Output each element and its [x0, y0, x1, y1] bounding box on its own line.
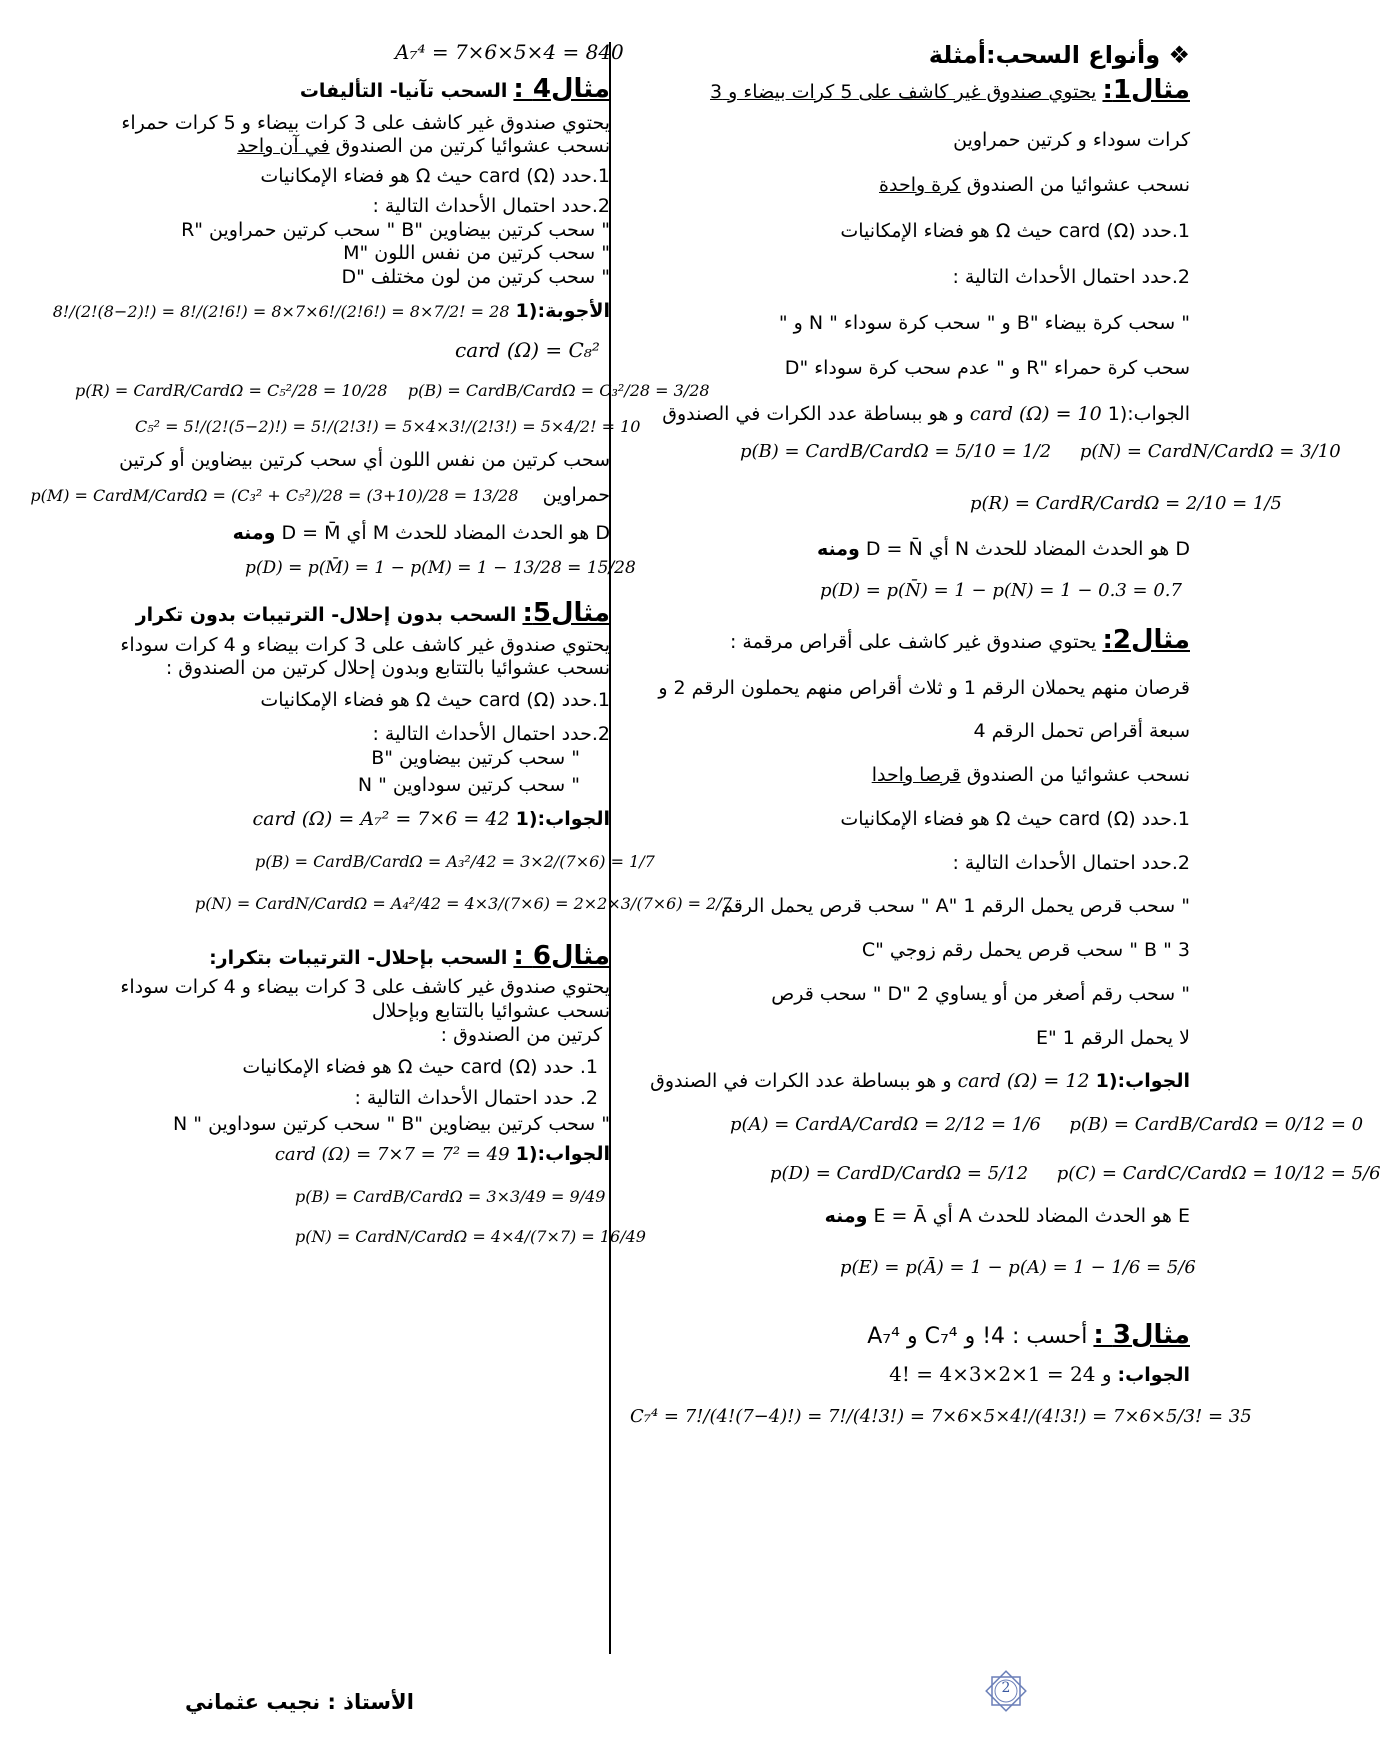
ex2-title: مثال2: — [1102, 625, 1190, 655]
ex4-stmt2-row — [55, 135, 610, 159]
ex4-dline — [55, 522, 610, 546]
ex2-pE: p(E) = p(Ā) = 1 − p(A) = 1 − 1/6 = 5/6 — [840, 1256, 1196, 1278]
ex4-q2: 2.حدد احتمال الأحداث التالية : — [372, 194, 610, 217]
teacher-name: الأستاذ : نجيب عثماني — [185, 1690, 414, 1714]
ex2-stmt3: سبعة أقراص تحمل الرقم 4 — [973, 720, 1190, 743]
ex4-pR: p(R) = CardR/CardΩ = C₅²/28 = 10/28 — [75, 380, 388, 400]
ex6-subtitle: السحب بإحلال- الترتيبات بتكرار: — [209, 946, 508, 969]
ex2-ans2-B: p(B) = CardB/CardΩ = 0/12 = 0 — [1069, 1114, 1364, 1135]
ex5-subtitle: السحب بدون إحلال- الترتيبات بدون تكرار — [135, 604, 517, 626]
right-column — [620, 40, 1381, 1428]
ex4-subtitle: السحب تآنيا- التأليفات — [299, 80, 508, 102]
ex1-stmt3a: نسحب عشوائيا من الصندوق — [966, 174, 1190, 197]
ex1-stmt1: يحتوي صندوق غير كاشف على 5 كرات بيضاء و 3 — [710, 81, 1097, 103]
ex6-ans-label: الجواب:(1 — [515, 1142, 610, 1165]
ex2-ans1-label: الجواب:(1 — [1095, 1070, 1190, 1093]
ex1-ans1-math: card (Ω) = 10 — [969, 403, 1102, 425]
ex4-dline-a: D هو الحدث المضاد للحدث M أي D = M̄ — [281, 522, 610, 544]
ex4-m-line2: حمراوين — [542, 484, 610, 507]
ex4-pR-pB — [55, 380, 710, 401]
ex1-ans1-row — [620, 403, 1190, 427]
ex6-q2: 2. حدد احتمال الأحداث التالية : — [354, 1087, 598, 1110]
ex2-ans1-math: card (Ω) = 12 — [957, 1070, 1090, 1093]
ex5-stmt2: نسحب عشوائيا بالتتابع وبدون إحلال كرتين من الصندوق : — [165, 657, 610, 680]
ex2-eline-b: ومنه — [824, 1205, 868, 1227]
ex6-ev1: " سحب كرتين بيضاوين "B " سحب كرتين سوداوين " N — [173, 1113, 610, 1135]
ex3-ans-label: الجواب: — [1117, 1363, 1190, 1386]
ex4-ev1: " سحب كرتين بيضاوين "B " سحب كرتين حمراوين "R — [181, 218, 610, 241]
ex5-card: card (Ω) = A₇² = 7×6 = 42 — [252, 808, 510, 830]
ex4-m-line2-row — [30, 484, 610, 508]
ex6-title: مثال6 : — [513, 940, 610, 971]
page-number: 2 — [1001, 1680, 1011, 1696]
ex2-stmt1: يحتوي صندوق غير كاشف على أقراص مرقمة : — [729, 631, 1097, 653]
ex4-ans1-row — [52, 299, 610, 324]
ex6-ans-row — [55, 1143, 610, 1167]
ex3-stmt-row — [620, 1319, 1190, 1352]
ex6-pN: p(N) = CardN/CardΩ = 4×4/(7×7) = 16/49 — [295, 1226, 646, 1246]
ex2-stmt2: قرصان منهم يحملان الرقم 1 و ثلاث أقراص منهم يحملون الرقم 2 و — [658, 676, 1190, 699]
ex2-ev1: " سحب قرص يحمل الرقم 1 "A " سحب قرص يحمل الرقم — [721, 895, 1190, 918]
ex2-ev3: " سحب رقم أصغر من أو يساوي 2 "D " سحب قرص — [771, 982, 1190, 1005]
ex2-ev2: 3 " B " سحب قرص يحمل رقم زوجي "C — [861, 939, 1190, 961]
ex6-stmt2: نسحب عشوائيا بالتتابع وبإحلال — [371, 1000, 610, 1022]
ex2-ans2-A: p(A) = CardA/CardΩ = 2/12 = 1/6 — [730, 1114, 1041, 1135]
ex3-ans-row — [620, 1362, 1190, 1388]
ex2-ans2-D: p(D) = CardD/CardΩ = 5/12 — [770, 1162, 1029, 1184]
ex2-ev4: لا يحمل الرقم 1 "E — [1035, 1026, 1190, 1049]
ex4-dline-b: ومنه — [232, 522, 276, 544]
ex4-card: card (Ω) = C₈² — [455, 337, 600, 362]
left-column — [30, 40, 732, 1247]
ex4-pB: p(B) = CardB/CardΩ = C₃²/28 = 3/28 — [407, 380, 710, 400]
ex1-title: مثال1: — [1102, 75, 1190, 105]
ex1-stmt-row — [620, 74, 1190, 107]
ex6-q1: 1. حدد card (Ω) حيث Ω هو فضاء الإمكانيات — [242, 1055, 598, 1078]
ex6-pB: p(B) = CardB/CardΩ = 3×3/49 = 9/49 — [295, 1186, 606, 1206]
ex4-ans-label: الأجوبة:(1 — [515, 299, 610, 322]
ex2-q2: 2.حدد احتمال الأحداث التالية : — [952, 851, 1190, 874]
ex1-ans2-B: p(B) = CardB/CardΩ = 5/10 = 1/2 — [740, 440, 1052, 462]
ex1-stmt2: كرات سوداء و كرتين حمراوين — [953, 128, 1190, 151]
ex5-title: مثال5: — [522, 598, 610, 628]
ex2-ans1-row — [620, 1070, 1190, 1094]
ex6-card: card (Ω) = 7×7 = 7² = 49 — [274, 1143, 510, 1165]
ex5-title-row — [55, 597, 610, 630]
ex1-ans2-R: p(R) = CardR/CardΩ = 2/10 = 1/5 — [970, 493, 1282, 515]
ex1-ans2-BN — [620, 440, 1341, 464]
ex1-pD: p(D) = p(N̄) = 1 − p(N) = 1 − 0.3 = 0.7 — [820, 579, 1182, 601]
ex5-ans-row — [55, 808, 610, 832]
ex2-stmt4a: نسحب عشوائيا من الصندوق — [966, 764, 1190, 786]
section-heading: ❖ وأنواع السحب:أمثلة — [928, 41, 1190, 69]
ex2-ans2-DC — [620, 1162, 1381, 1186]
ex1-dline-b: ومنه — [816, 537, 860, 560]
ex2-ans1-text: و هو ببساطة عدد الكرات في الصندوق — [650, 1070, 952, 1093]
ex3-stmt: أحسب : 4! و C₇⁴ و A₇⁴ — [867, 1324, 1088, 1350]
ex2-eline — [620, 1205, 1190, 1229]
ex1-stmt3b: كرة واحدة — [879, 174, 961, 197]
ex1-ans1-label: الجواب:(1 — [1107, 403, 1190, 425]
ex2-stmt4-row — [620, 764, 1190, 788]
ex3-ans1: 4! = 4×3×2×1 = 24 و — [889, 1361, 1112, 1386]
ex1-ans1-text: و هو ببساطة عدد الكرات في الصندوق — [662, 403, 964, 425]
ex5-q1: 1.حدد card (Ω) حيث Ω هو فضاء الإمكانيات — [260, 689, 610, 711]
ex2-ans2-AB — [620, 1114, 1364, 1137]
ex4-stmt2b: في آن واحد — [237, 135, 330, 158]
ex4-c52: C₅² = 5!/(2!(5−2)!) = 5!/(2!3!) = 5×4×3!/(2!3!) = 5×4/2! = 10 — [135, 416, 641, 436]
ex4-m-line1: سحب كرتين من نفس اللون أي سحب كرتين بيضاوين أو كرتين — [119, 448, 610, 471]
ex1-q2: 2.حدد احتمال الأحداث التالية : — [952, 265, 1190, 288]
ex6-stmt1: يحتوي صندوق غير كاشف على 3 كرات بيضاء و 4 كرات سوداء — [120, 976, 610, 999]
ex5-pN: p(N) = CardN/CardΩ = A₄²/42 = 4×3/(7×6) = 2×2×3/(7×6) = 2/7 — [195, 893, 732, 913]
ex3-ans2: C₇⁴ = 7!/(4!(7−4)!) = 7!/(4!3!) = 7×6×5×4!/(4!3!) = 7×6×5/3! = 35 — [630, 1405, 1252, 1427]
ex4-q1: 1.حدد card (Ω) حيث Ω هو فضاء الإمكانيات — [260, 165, 610, 187]
ex4-ans1: 8!/(2!(8−2)!) = 8!/(2!6!) = 8×7×6!/(2!6!) = 8×7/2! = 28 — [52, 301, 510, 321]
ex2-stmt-row — [620, 624, 1190, 657]
ex4-stmt2a: نسحب عشوائيا كرتين من الصندوق — [335, 135, 610, 158]
ex5-ev1: " سحب كرتين بيضاوين "B — [371, 746, 580, 769]
ex4-stmt1: يحتوي صندوق غير كاشف على 3 كرات بيضاء و 5 كرات حمراء — [121, 111, 610, 134]
ex6-title-row — [55, 940, 610, 973]
ex4-title: مثال4 : — [513, 74, 610, 104]
ex1-dline — [620, 538, 1190, 562]
ex5-ev2: " سحب كرتين سوداوين " N — [357, 774, 580, 797]
ex6-stmt3: كرتين من الصندوق : — [440, 1023, 602, 1046]
ex4-pM: p(M) = CardM/CardΩ = (C₃² + C₅²)/28 = (3+10)/28 = 13/28 — [30, 486, 519, 506]
ex2-eline-a: E هو الحدث المضاد للحدث A أي E = Ā — [873, 1205, 1190, 1227]
ex1-q1: 1.حدد card (Ω) حيث Ω هو فضاء الإمكانيات — [840, 220, 1190, 242]
ex2-ans2-C: p(C) = CardC/CardΩ = 10/12 = 5/6 — [1056, 1162, 1381, 1184]
ex1-stmt3-row — [620, 174, 1190, 198]
top-formula: A₇⁴ = 7×6×5×4 = 840 — [395, 40, 624, 64]
ex5-ans-label: الجواب:(1 — [515, 808, 610, 830]
ex3-title: مثال3 : — [1093, 1320, 1190, 1351]
ex1-ev1: " سحب كرة بيضاء "B و " سحب كرة سوداء " N و " — [778, 311, 1190, 334]
ex4-title-row — [55, 73, 610, 106]
ex5-pB: p(B) = CardB/CardΩ = A₃²/42 = 3×2/(7×6) = 1/7 — [255, 851, 655, 871]
ex5-q2: 2.حدد احتمال الأحداث التالية : — [372, 722, 610, 745]
ex1-dline-a: D هو الحدث المضاد للحدث N أي D = N̄ — [865, 537, 1190, 560]
ex2-q1: 1.حدد card (Ω) حيث Ω هو فضاء الإمكانيات — [840, 807, 1190, 830]
ex5-stmt1: يحتوي صندوق غير كاشف على 3 كرات بيضاء و 4 كرات سوداء — [120, 633, 610, 656]
ex1-ans2-N: p(N) = CardN/CardΩ = 3/10 — [1079, 440, 1341, 462]
ex2-stmt4b: قرصا واحدا — [871, 764, 961, 786]
ex4-pD: p(D) = p(M̄) = 1 − p(M) = 1 − 13/28 = 15/28 — [245, 557, 636, 578]
ex4-ev3: " سحب كرتين من لون مختلف "D — [341, 266, 610, 288]
ex4-ev2: " سحب كرتين من نفس اللون "M — [343, 242, 610, 265]
ex1-ev2: سحب كرة حمراء "R و " عدم سحب كرة سوداء "D — [784, 357, 1190, 380]
